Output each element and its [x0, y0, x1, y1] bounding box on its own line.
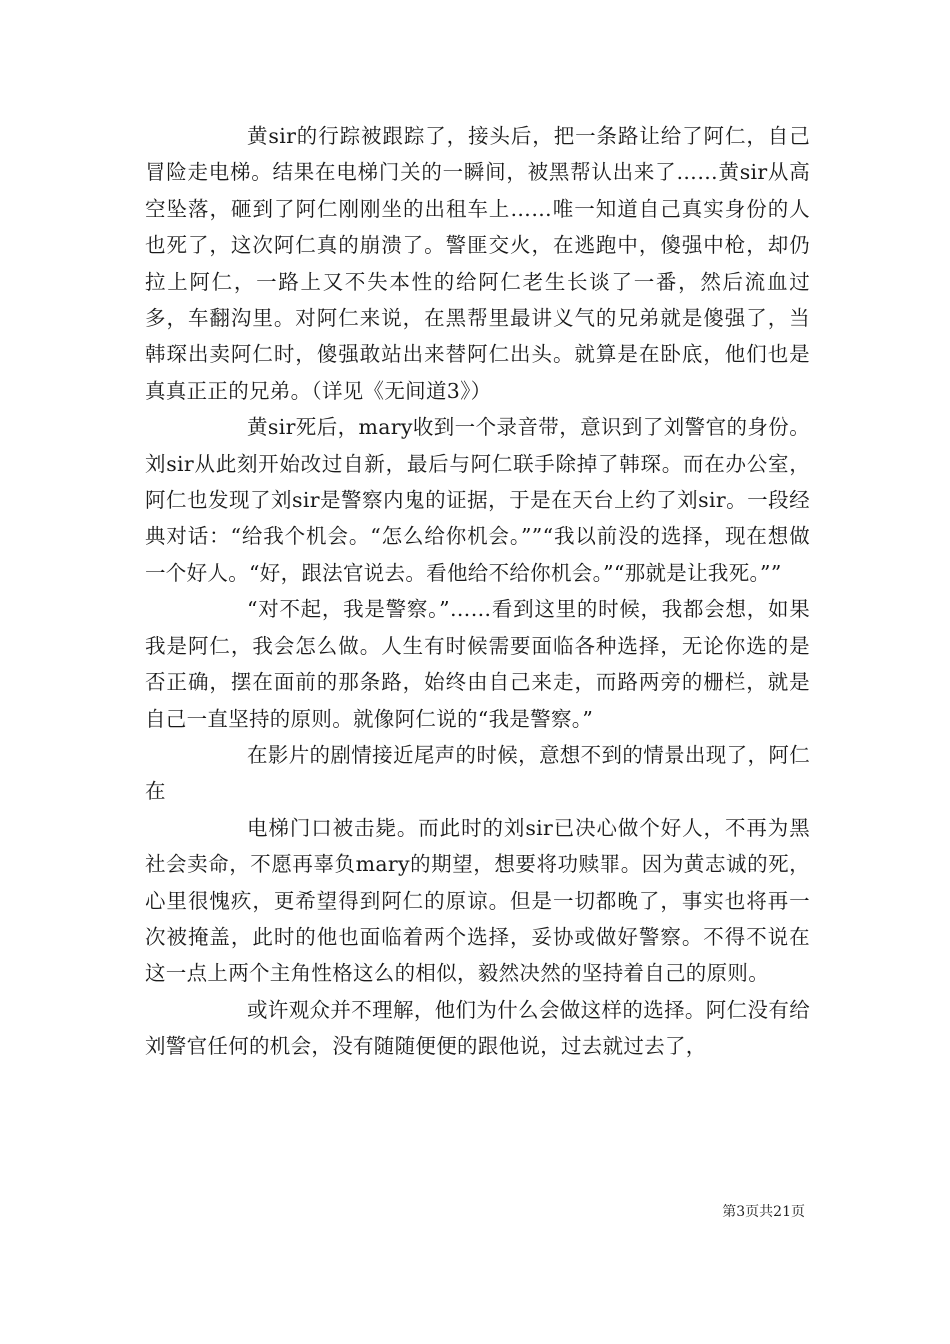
paragraph-4: 在影片的剧情接近尾声的时候，意想不到的情景出现了，阿仁在 — [145, 742, 810, 804]
paragraph-5: 电梯门口被击毙。而此时的刘sir已决心做个好人，不再为黑社会卖命，不愿再辜负mary的期望，想要将功赎罪。因为黄志诚的死，心里很愧疚，更希望得到阿仁的原谅。但是一切都晚了，事实也将再一次被掩盖，此时的他也面临着两个选择，妥协或做好警察。不得不说在这一点上两个主角性格这么的相似，毅然决然的坚持着自己的原则。 — [145, 815, 810, 986]
paragraph-6: 或许观众并不理解，他们为什么会做这样的选择。阿仁没有给刘警官任何的机会，没有随随便便的跟他说，过去就过去了， — [145, 997, 810, 1059]
page-number-footer: 第3页共21页 — [722, 1204, 805, 1220]
paragraph-2: 黄sir死后，mary收到一个录音带，意识到了刘警官的身份。刘sir从此刻开始改过自新，最后与阿仁联手除掉了韩琛。而在办公室，阿仁也发现了刘sir是警察内鬼的证据，于是在天台上约了刘sir。一段经典对话：“给我个机会。“怎么给你机会。””“我以前没的选择，现在想做一个好人。“好，跟法官说去。看他给不给你机会。”“那就是让我死。”” — [145, 415, 810, 585]
paragraph-1: 黄sir的行踪被跟踪了，接头后，把一条路让给了阿仁，自己冒险走电梯。结果在电梯门关的一瞬间，被黑帮认出来了……黄sir从高空坠落，砸到了阿仁刚刚坐的出租车上……唯一知道自己真实身份的人也死了，这次阿仁真的崩溃了。警匪交火，在逃跑中，傻强中枪，却仍拉上阿仁，一路上又不失本性的给阿仁老生长谈了一番，然后流血过多，车翻沟里。对阿仁来说，在黑帮里最讲义气的兄弟就是傻强了，当韩琛出卖阿仁时，傻强敢站出来替阿仁出头。就算是在卧底，他们也是真真正正的兄弟。（详见《无间道3》） — [145, 124, 810, 403]
paragraph-3: “对不起，我是警察。”……看到这里的时候，我都会想，如果我是阿仁，我会怎么做。人生有时候需要面临各种选择，无论你选的是否正确，摆在面前的那条路，始终由自己来走，而路两旁的栅栏，就是自己一直坚持的原则。就像阿仁说的“我是警察。” — [145, 597, 810, 731]
document-body — [145, 118, 810, 1065]
